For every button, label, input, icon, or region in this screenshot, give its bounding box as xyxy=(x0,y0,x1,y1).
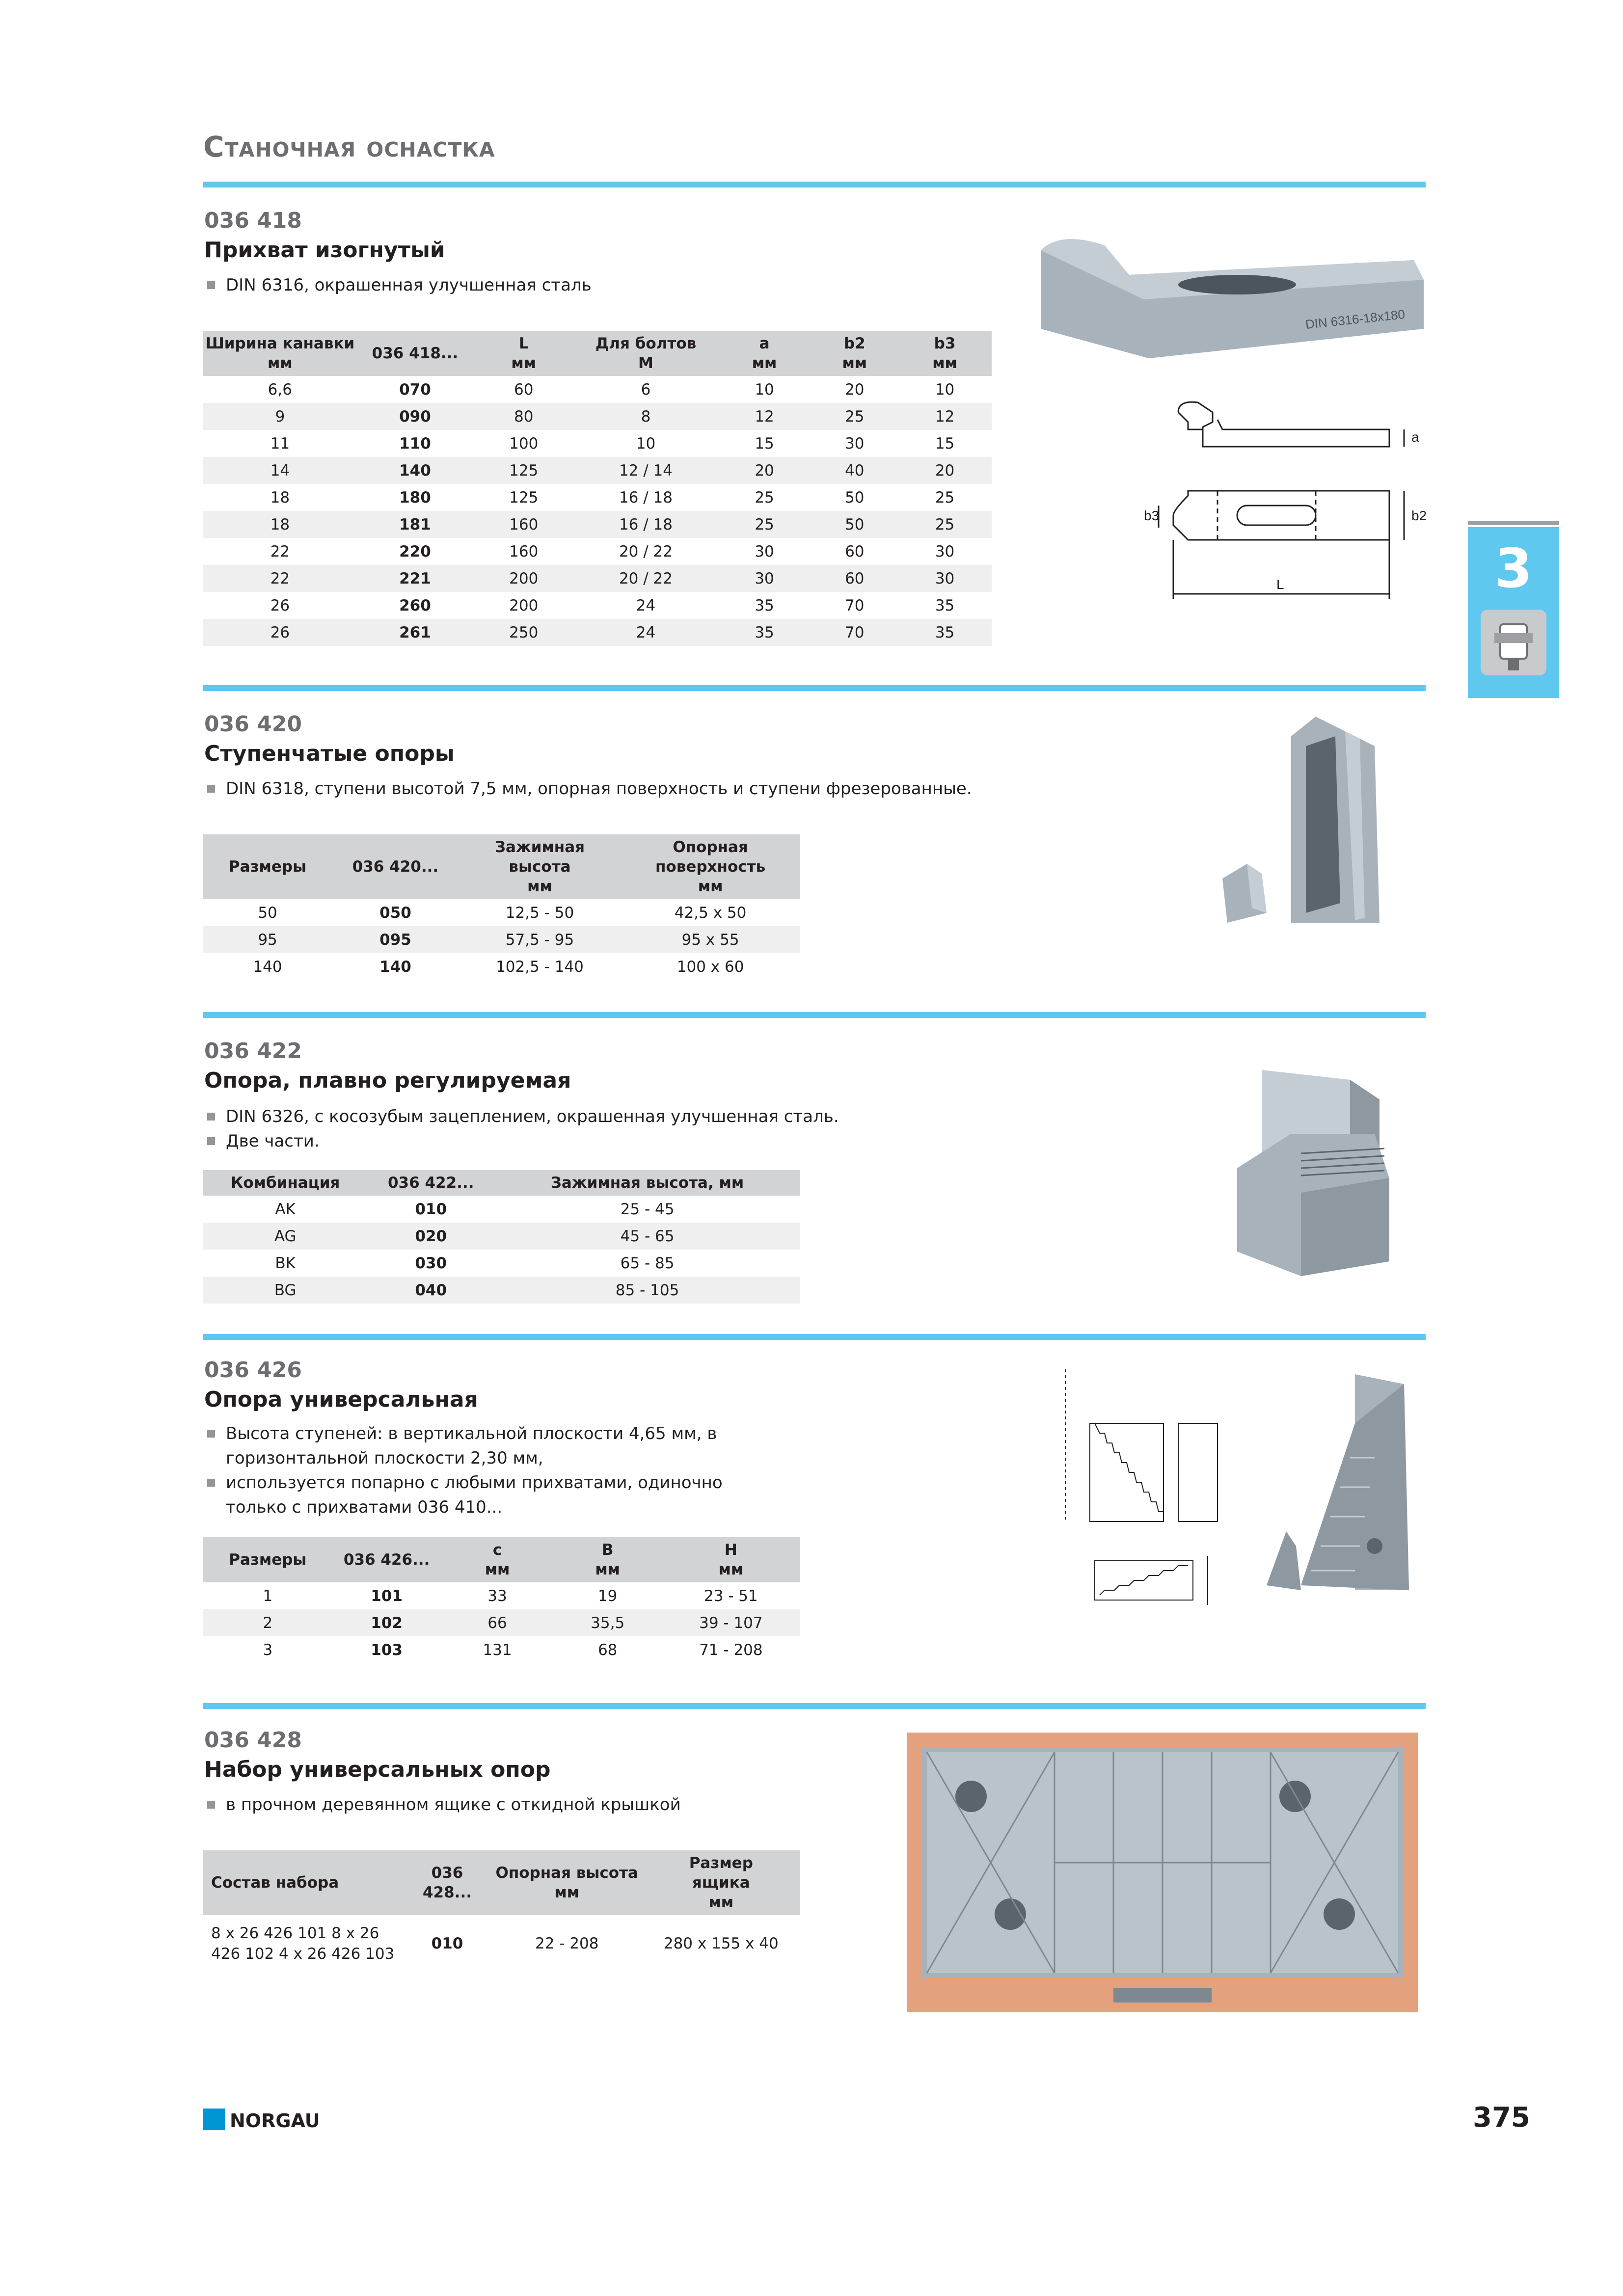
table-cell: 181 xyxy=(357,511,474,538)
section-rule xyxy=(203,1334,1426,1340)
spec-table-036422 xyxy=(203,1170,800,1304)
table-cell: 221 xyxy=(357,565,474,592)
table-header-cell xyxy=(811,331,898,376)
table-cell: 050 xyxy=(379,904,411,922)
table-body xyxy=(203,1915,800,1972)
table-cell: 35 xyxy=(898,619,992,646)
bullet-item: в прочном деревянном ящике с откидной крышкой xyxy=(204,1792,681,1817)
table-cell: 35,5 xyxy=(554,1609,662,1636)
table-header-text: b2 xyxy=(843,335,866,352)
adjustable-support-image xyxy=(1227,1055,1404,1281)
table-cell: 20 xyxy=(718,457,812,484)
table-cell: 25 xyxy=(811,403,898,430)
table-cell: 070 xyxy=(399,380,431,399)
table-cell: 30 xyxy=(755,542,774,561)
table-header-cell xyxy=(642,1850,800,1915)
table-header-text: высота xyxy=(509,858,571,876)
table-row xyxy=(203,511,992,538)
table-cell: 42,5 x 50 xyxy=(674,904,747,922)
table-header-text: 036 426... xyxy=(343,1551,430,1569)
table-header-cell xyxy=(473,331,574,376)
bullet-item: используется попарно с любыми прихватами, одиночно только с прихватами 036 410... xyxy=(204,1470,784,1520)
spec-table-036428 xyxy=(203,1850,800,1972)
table-cell: 095 xyxy=(332,926,459,953)
table-cell: 60 xyxy=(514,380,534,399)
table-row xyxy=(203,565,992,592)
table-cell: 260 xyxy=(399,596,431,614)
table-row xyxy=(203,376,992,403)
table-cell: 71 - 208 xyxy=(699,1641,763,1659)
table-row xyxy=(203,592,992,619)
table-cell: 180 xyxy=(399,488,431,507)
table-cell: 100 xyxy=(509,434,539,453)
table-cell: 50 xyxy=(258,904,277,922)
table-cell: 30 xyxy=(718,565,812,592)
table-cell: 65 - 85 xyxy=(620,1254,675,1272)
table-cell: 16 / 18 xyxy=(619,488,673,507)
section-rule xyxy=(203,685,1426,691)
table-cell: 60 xyxy=(845,542,865,561)
table-row xyxy=(203,430,992,457)
table-header-text: Состав набора xyxy=(211,1874,339,1892)
table-cell: 39 - 107 xyxy=(662,1609,800,1636)
table-header-text: мм xyxy=(267,354,293,372)
table-cell: 100 x 60 xyxy=(676,958,744,976)
table-cell: 8 x 26 426 101 8 x 26 426 102 4 x 26 426 103 xyxy=(211,1924,395,1963)
table-cell: 35 xyxy=(718,619,812,646)
table-cell: 30 xyxy=(898,565,992,592)
dim-label-L: L xyxy=(1276,577,1284,592)
table-row xyxy=(203,1609,800,1636)
table-header-text: мм xyxy=(718,1561,744,1578)
chapter-tab[interactable] xyxy=(1468,527,1559,698)
table-header-cell xyxy=(459,834,621,899)
section-name: Опора универсальная xyxy=(204,1387,478,1412)
table-cell: 22 xyxy=(270,542,290,561)
table-cell: 010 xyxy=(415,1200,447,1218)
table-cell: 101 xyxy=(371,1587,403,1605)
section-code: 036 428 xyxy=(204,1728,302,1753)
table-cell: 020 xyxy=(367,1223,494,1250)
table-cell: 10 xyxy=(636,434,656,453)
table-cell: 20 / 22 xyxy=(619,542,673,561)
bullet-list xyxy=(204,273,592,297)
bullet-list xyxy=(204,776,972,801)
table-row xyxy=(203,457,992,484)
table-row xyxy=(203,403,992,430)
table-cell: 15 xyxy=(935,434,955,453)
table-cell: 103 xyxy=(371,1641,403,1659)
table-cell: 12,5 - 50 xyxy=(505,904,574,922)
table-header-text: Для болтов xyxy=(595,335,697,352)
table-cell: 30 xyxy=(845,434,865,453)
table-header-cell xyxy=(332,834,459,899)
bullet-list xyxy=(204,1792,681,1817)
table-cell: 20 xyxy=(898,457,992,484)
chapter-number: 3 xyxy=(1494,537,1533,600)
table-header-cell xyxy=(367,1170,494,1196)
table-header-text: Размеры xyxy=(229,1551,307,1569)
table-cell: 14 xyxy=(203,457,357,484)
table-cell: 16 / 18 xyxy=(574,511,717,538)
table-header-text: B xyxy=(601,1541,614,1559)
table-cell: 010 xyxy=(431,1935,463,1952)
bullet-item: DIN 6316, окрашенная улучшенная сталь xyxy=(204,273,592,297)
bullet-item: DIN 6326, с косозубым зацеплением, окрашенная улучшенная сталь. xyxy=(204,1104,839,1129)
table-cell: 22 - 208 xyxy=(535,1935,599,1952)
dim-label-b3: b3 xyxy=(1144,508,1160,523)
table-header-text: 036 418... xyxy=(372,345,459,362)
support-set-box-image xyxy=(907,1733,1418,2012)
table-header-text: мм xyxy=(842,354,867,372)
table-header-text: Зажимная высота, мм xyxy=(550,1174,744,1192)
table-cell: 200 xyxy=(509,596,539,614)
table-header-text: 036 422... xyxy=(387,1174,474,1192)
section-name: Опора, плавно регулируемая xyxy=(204,1068,571,1093)
table-header-text: Опорная высота xyxy=(495,1864,638,1882)
table-cell: 45 - 65 xyxy=(494,1223,800,1250)
table-cell: 6 xyxy=(641,380,651,399)
table-cell: 57,5 - 95 xyxy=(459,926,621,953)
product-marking: DIN 6316-18x180 xyxy=(1304,306,1406,332)
table-header-text: Опорная xyxy=(673,838,748,856)
table-cell: 60 xyxy=(811,565,898,592)
spec-table-036420 xyxy=(203,834,800,980)
bullet-item: DIN 6318, ступени высотой 7,5 мм, опорная поверхность и ступени фрезерованные. xyxy=(204,776,972,801)
table-cell: 200 xyxy=(473,565,574,592)
table-header-cell xyxy=(898,331,992,376)
table-cell: 25 - 45 xyxy=(620,1200,675,1218)
dim-label-a: a xyxy=(1411,429,1419,445)
table-cell: 12 xyxy=(898,403,992,430)
table-header-cell xyxy=(554,1537,662,1582)
table-cell: 20 xyxy=(845,380,865,399)
table-header-text: мм xyxy=(708,1894,734,1911)
bullet-item: Две части. xyxy=(204,1129,839,1153)
section-name: Набор универсальных опор xyxy=(204,1757,551,1782)
chapter-tab-top-bar xyxy=(1468,521,1559,525)
table-cell: 25 xyxy=(755,488,774,507)
table-row xyxy=(203,953,800,980)
table-cell: 12 xyxy=(718,403,812,430)
table-cell: 23 - 51 xyxy=(703,1587,758,1605)
table-row xyxy=(203,1196,800,1223)
table-header-cell xyxy=(203,1537,332,1582)
table-cell: 26 xyxy=(203,619,357,646)
table-header-row xyxy=(203,1850,800,1915)
table-header-cell xyxy=(441,1537,553,1582)
spec-table-036418 xyxy=(203,331,992,646)
table-header-cell xyxy=(357,331,474,376)
spec-table-036426 xyxy=(203,1537,800,1663)
table-cell: 18 xyxy=(270,488,290,507)
table-header-text: мм xyxy=(698,878,723,895)
table-header-text: Размер xyxy=(689,1854,753,1872)
section-rule xyxy=(203,1703,1426,1709)
section-code: 036 422 xyxy=(204,1039,302,1064)
table-cell: 280 x 155 x 40 xyxy=(663,1935,779,1952)
chuck-icon xyxy=(1481,610,1546,675)
section-code: 036 426 xyxy=(204,1358,302,1383)
table-header-text: мм xyxy=(595,1561,621,1578)
table-header-text: c xyxy=(492,1541,502,1559)
table-row xyxy=(203,619,992,646)
table-cell: 15 xyxy=(755,434,774,453)
table-cell: 22 xyxy=(203,565,357,592)
section-code: 036 418 xyxy=(204,208,302,233)
dim-label-b2: b2 xyxy=(1411,508,1427,523)
table-cell: 70 xyxy=(811,619,898,646)
table-cell: 26 xyxy=(270,596,290,614)
universal-support-image xyxy=(1257,1364,1424,1600)
table-cell: 125 xyxy=(473,457,574,484)
table-cell: 24 xyxy=(636,596,656,614)
table-row xyxy=(203,1223,800,1250)
table-header-cell xyxy=(403,1850,492,1915)
table-header-text: Ширина канавки xyxy=(205,335,355,352)
table-cell: 19 xyxy=(597,1587,618,1605)
table-cell: 25 xyxy=(898,511,992,538)
table-cell: 11 xyxy=(270,434,290,453)
table-header-text: M xyxy=(638,354,653,372)
table-header-text: H xyxy=(724,1541,737,1559)
bent-clamp-image xyxy=(1031,231,1434,368)
section-name: Ступенчатые опоры xyxy=(204,741,455,766)
table-cell: 160 xyxy=(473,511,574,538)
table-body xyxy=(203,1196,800,1304)
table-cell: 12 / 14 xyxy=(574,457,717,484)
table-cell: 66 xyxy=(441,1609,553,1636)
table-row xyxy=(203,926,800,953)
table-cell: 68 xyxy=(597,1641,618,1659)
table-body xyxy=(203,899,800,980)
header-rule xyxy=(203,182,1426,187)
table-cell: 1 xyxy=(263,1587,273,1605)
table-cell: AG xyxy=(203,1223,367,1250)
bullet-item: Высота ступеней: в вертикальной плоскости 4,65 мм, в горизонтальной плоскости 2,30 мм, xyxy=(204,1421,784,1470)
table-cell: 10 xyxy=(755,380,774,399)
table-header-cell xyxy=(662,1537,800,1582)
table-header-text: Комбинация xyxy=(231,1174,340,1192)
norgau-logo-icon xyxy=(203,2109,225,2130)
table-cell: 040 xyxy=(367,1277,494,1304)
table-cell: 25 xyxy=(718,511,812,538)
table-cell: 140 xyxy=(357,457,474,484)
table-cell: 110 xyxy=(399,434,431,453)
table-cell: 33 xyxy=(487,1587,507,1605)
table-header-cell xyxy=(718,331,812,376)
table-row xyxy=(203,1582,800,1609)
table-cell: 090 xyxy=(357,403,474,430)
table-cell: BK xyxy=(275,1254,296,1272)
table-cell: 140 xyxy=(379,958,411,976)
table-body xyxy=(203,1582,800,1663)
table-cell: 25 xyxy=(935,488,955,507)
page-number: 375 xyxy=(1473,2102,1530,2134)
table-header-text: мм xyxy=(527,878,552,895)
table-header-cell xyxy=(203,331,357,376)
clamp-technical-drawing xyxy=(1144,393,1438,609)
table-cell: 10 xyxy=(935,380,955,399)
table-cell: 35 xyxy=(935,596,955,614)
table-cell: 50 xyxy=(845,488,865,507)
table-cell: 140 xyxy=(253,958,282,976)
table-cell: 20 / 22 xyxy=(574,565,717,592)
table-cell: 24 xyxy=(574,619,717,646)
table-cell: 160 xyxy=(509,542,539,561)
table-cell: 50 xyxy=(811,511,898,538)
table-cell: 8 xyxy=(574,403,717,430)
bullet-list xyxy=(204,1104,839,1153)
table-cell: 6,6 xyxy=(268,380,292,399)
table-cell: 2 xyxy=(203,1609,332,1636)
table-header-text: a xyxy=(759,335,770,352)
table-cell: 131 xyxy=(483,1641,512,1659)
table-header-text: мм xyxy=(752,354,777,372)
table-row xyxy=(203,899,800,926)
table-cell: 9 xyxy=(203,403,357,430)
table-cell: 261 xyxy=(357,619,474,646)
table-cell: AK xyxy=(275,1200,296,1218)
table-cell: 18 xyxy=(203,511,357,538)
bullet-list xyxy=(204,1421,784,1520)
table-row xyxy=(203,484,992,511)
table-cell: 030 xyxy=(415,1254,447,1272)
table-cell: 220 xyxy=(399,542,431,561)
section-name: Прихват изогнутый xyxy=(204,238,445,263)
table-body xyxy=(203,376,992,646)
section-rule xyxy=(203,1012,1426,1018)
table-cell: 70 xyxy=(845,596,865,614)
table-header-cell xyxy=(621,834,800,899)
table-cell: 35 xyxy=(755,596,774,614)
table-cell: 95 xyxy=(203,926,332,953)
table-cell: 95 x 55 xyxy=(621,926,800,953)
section-code: 036 420 xyxy=(204,712,302,737)
table-header-text: b3 xyxy=(934,335,956,352)
table-cell: BG xyxy=(203,1277,367,1304)
table-header-text: мм xyxy=(485,1561,510,1578)
table-row xyxy=(203,1915,800,1972)
table-header-row xyxy=(203,1170,800,1196)
table-row xyxy=(203,1250,800,1277)
table-row xyxy=(203,538,992,565)
table-header-text: L xyxy=(518,335,529,352)
table-header-cell xyxy=(574,331,717,376)
table-row xyxy=(203,1636,800,1663)
table-header-cell xyxy=(203,1850,403,1915)
table-header-cell xyxy=(203,1170,367,1196)
table-header-row xyxy=(203,331,992,376)
table-header-text: мм xyxy=(511,354,537,372)
page-header-title: Станочная оснастка xyxy=(203,130,495,163)
table-header-cell xyxy=(332,1537,441,1582)
table-cell: 85 - 105 xyxy=(494,1277,800,1304)
table-cell: 102,5 - 140 xyxy=(496,958,584,976)
table-header-text: 036 428... xyxy=(422,1864,472,1901)
table-header-text: 036 420... xyxy=(352,858,439,876)
table-cell: 80 xyxy=(473,403,574,430)
table-header-row xyxy=(203,834,800,899)
universal-support-drawing xyxy=(1041,1360,1237,1615)
table-cell: 102 xyxy=(332,1609,441,1636)
table-header-text: Размеры xyxy=(228,858,307,876)
table-header-cell xyxy=(492,1850,642,1915)
table-cell: 30 xyxy=(935,542,955,561)
footer-brand: NORGAU xyxy=(230,2110,320,2132)
table-header-text: мм xyxy=(554,1884,580,1901)
table-cell: 250 xyxy=(473,619,574,646)
table-header-text: ящика xyxy=(692,1874,750,1892)
table-header-cell xyxy=(203,834,332,899)
table-header-text: поверхность xyxy=(655,858,766,876)
table-header-text: мм xyxy=(932,354,957,372)
table-header-text: Зажимная xyxy=(494,838,585,856)
step-block-image xyxy=(1217,717,1424,933)
table-cell: 40 xyxy=(811,457,898,484)
table-cell: 125 xyxy=(509,488,539,507)
table-header-cell xyxy=(494,1170,800,1196)
table-row xyxy=(203,1277,800,1304)
table-header-row xyxy=(203,1537,800,1582)
table-cell: 3 xyxy=(263,1641,273,1659)
